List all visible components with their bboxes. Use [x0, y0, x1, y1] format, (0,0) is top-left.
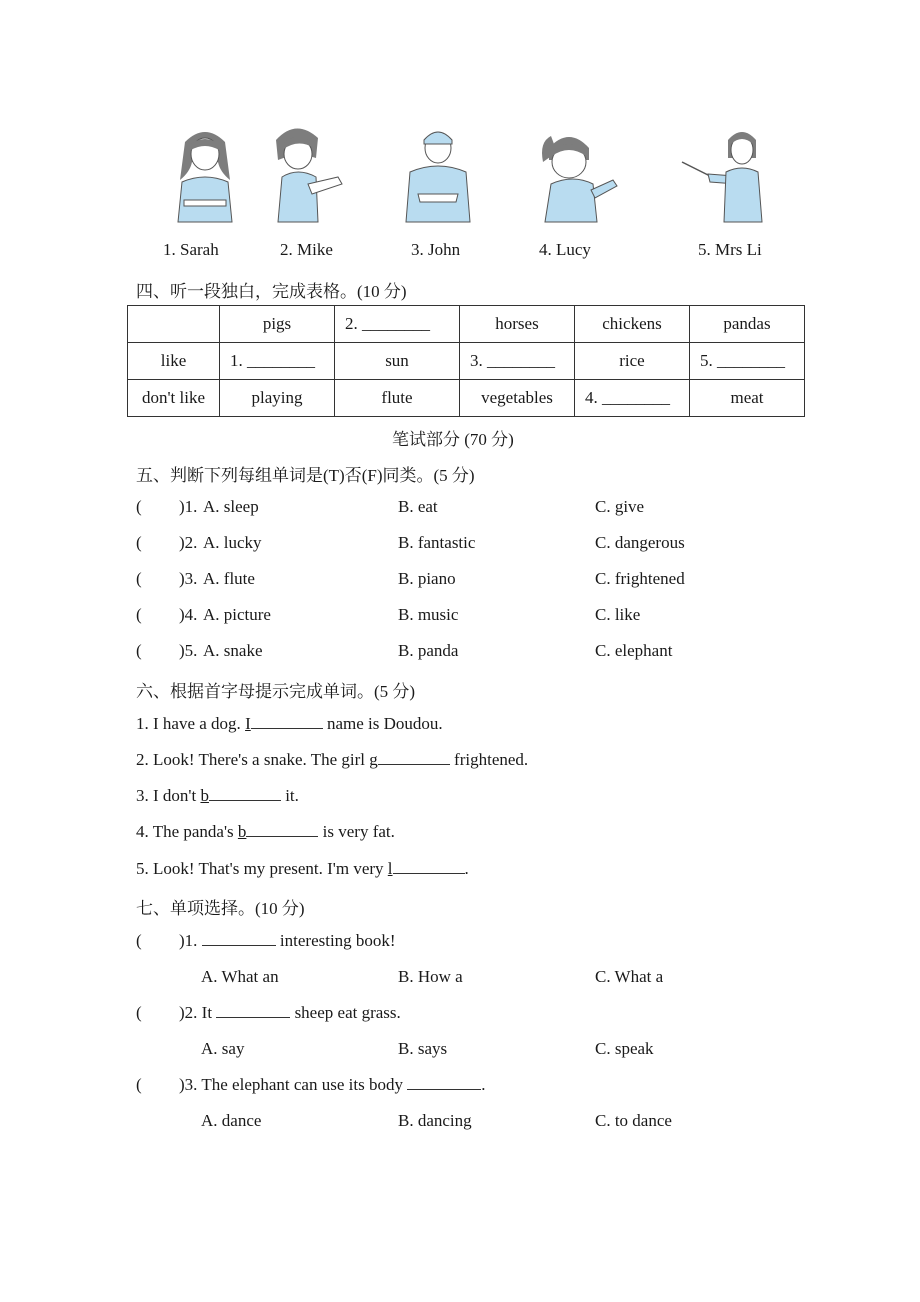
option-c: C. frightened [595, 569, 685, 588]
row-label: don't like [128, 380, 220, 417]
option-a: A. sleep [203, 497, 259, 516]
option-a: A. What an [201, 967, 279, 986]
answer-blank [216, 1003, 290, 1018]
table-cell: playing [220, 380, 335, 417]
illustration-mike [268, 122, 358, 224]
item-number: )5. [179, 641, 198, 660]
option-a: A. snake [203, 641, 263, 660]
answer-blank[interactable] [378, 750, 450, 765]
table-cell: meat [690, 380, 805, 417]
illustration-john [398, 122, 488, 224]
answer-paren[interactable]: ( [136, 641, 142, 660]
answer-paren[interactable]: ( [136, 931, 142, 950]
answer-blank-cell[interactable]: 4. ________ [575, 380, 690, 417]
question-text: )3. The elephant can use its body . [179, 1075, 486, 1094]
fill-item: 5. Look! That's my present. I'm very l . [136, 859, 469, 878]
first-letter-hint: b [237, 822, 247, 841]
man-figure-icon [398, 122, 488, 224]
option-a: A. flute [203, 569, 255, 588]
girl-ponytail-figure-icon [535, 122, 625, 224]
illustration-mrs-li [680, 122, 770, 224]
item-number: )3. [179, 569, 198, 588]
option-c: C. like [595, 605, 641, 624]
option-b: B. fantastic [398, 533, 476, 552]
table-cell: sun [335, 343, 460, 380]
fill-item: 1. I have a dog. I name is Doudou. [136, 714, 443, 733]
option-c: C. to dance [595, 1111, 672, 1130]
table-cell: horses [460, 306, 575, 343]
answer-blank[interactable] [246, 822, 318, 837]
option-a: A. say [201, 1039, 245, 1058]
option-a: A. picture [203, 605, 271, 624]
figure-caption: 5. Mrs Li [698, 240, 762, 259]
option-c: C. give [595, 497, 645, 516]
section-heading: 七、单项选择。(10 分) [136, 899, 305, 918]
answer-blank-cell[interactable]: 1. ________ [220, 343, 335, 380]
figure-caption: 2. Mike [280, 240, 333, 259]
first-letter-hint: g [369, 750, 378, 769]
girl-figure-icon [160, 122, 250, 224]
option-b: B. How a [398, 967, 463, 986]
answer-paren[interactable]: ( [136, 497, 142, 516]
written-part-title: 笔试部分 (70 分) [392, 430, 514, 449]
answer-paren[interactable]: ( [136, 605, 142, 624]
first-letter-hint: I [245, 714, 251, 733]
option-c: C. What a [595, 967, 664, 986]
fill-item: 4. The panda's b is very fat. [136, 822, 395, 841]
answer-blank [202, 931, 276, 946]
section-heading: 六、根据首字母提示完成单词。(5 分) [136, 682, 416, 701]
question-text: )1. interesting book! [179, 931, 396, 950]
figure-caption: 3. John [411, 240, 461, 259]
option-c: C. dangerous [595, 533, 685, 552]
option-b: B. says [398, 1039, 448, 1058]
section-heading: 四、听一段独白，完成表格。(10 分) [136, 282, 407, 301]
section-heading: 五、判断下列每组单词是(T)否(F)同类。(5 分) [136, 466, 475, 485]
item-number: )4. [179, 605, 198, 624]
illustration-sarah [160, 122, 250, 224]
question-text: )2. It sheep eat grass. [179, 1003, 401, 1022]
figure-caption: 1. Sarah [163, 240, 219, 259]
boy-figure-icon [268, 122, 358, 224]
answer-blank[interactable] [209, 786, 281, 801]
table-cell: flute [335, 380, 460, 417]
answer-paren[interactable]: ( [136, 1075, 142, 1094]
table-cell: pigs [220, 306, 335, 343]
option-a: A. lucky [203, 533, 262, 552]
answer-blank [407, 1075, 481, 1090]
answer-blank-cell[interactable]: 2. ________ [335, 306, 460, 343]
option-b: B. panda [398, 641, 459, 660]
answer-blank[interactable] [251, 714, 323, 729]
table-row [128, 380, 805, 417]
answer-blank[interactable] [393, 859, 465, 874]
answer-blank-cell[interactable]: 5. ________ [690, 343, 805, 380]
answer-blank-cell[interactable]: 3. ________ [460, 343, 575, 380]
woman-teacher-figure-icon [680, 122, 770, 224]
table-cell: pandas [690, 306, 805, 343]
first-letter-hint: l [387, 859, 393, 878]
answer-paren[interactable]: ( [136, 533, 142, 552]
option-b: B. piano [398, 569, 456, 588]
option-c: C. elephant [595, 641, 673, 660]
option-c: C. speak [595, 1039, 654, 1058]
table-cell: rice [575, 343, 690, 380]
option-b: B. eat [398, 497, 438, 516]
fill-item: 2. Look! There's a snake. The girl g frightened. [136, 750, 529, 769]
table-row [128, 306, 805, 343]
figure-caption: 4. Lucy [539, 240, 591, 259]
first-letter-hint: b [200, 786, 209, 805]
table-cell: vegetables [460, 380, 575, 417]
listening-table [127, 305, 805, 417]
table-cell: chickens [575, 306, 690, 343]
fill-item: 3. I don't b it. [136, 786, 299, 805]
table-row [128, 343, 805, 380]
option-b: B. dancing [398, 1111, 472, 1130]
item-number: )2. [179, 533, 198, 552]
item-number: )1. [179, 497, 198, 516]
table-cell [128, 306, 220, 343]
answer-paren[interactable]: ( [136, 1003, 142, 1022]
option-b: B. music [398, 605, 459, 624]
option-a: A. dance [201, 1111, 262, 1130]
illustration-lucy [535, 122, 625, 224]
row-label: like [128, 343, 220, 380]
answer-paren[interactable]: ( [136, 569, 142, 588]
